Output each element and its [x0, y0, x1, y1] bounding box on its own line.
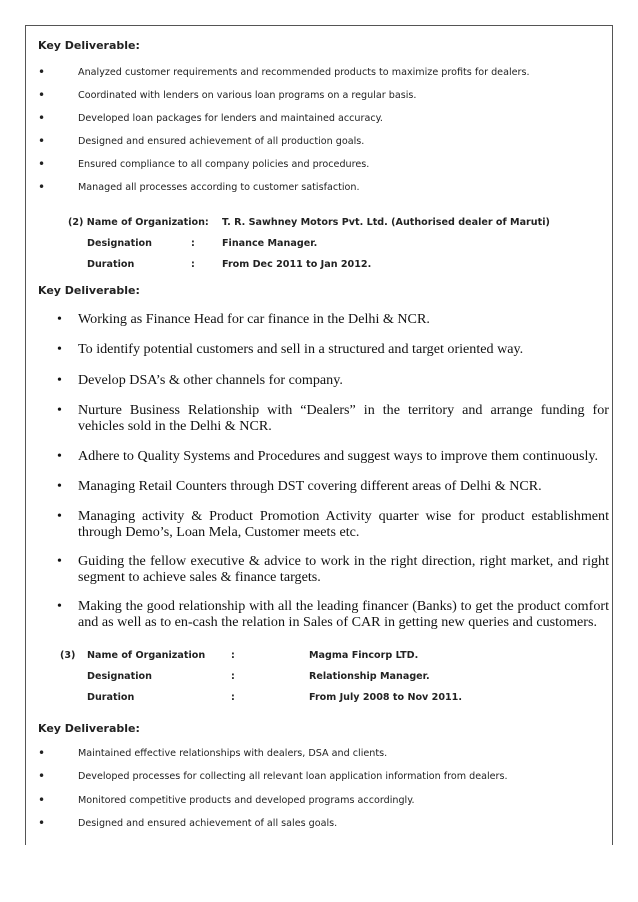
org-name-label: Name of Organization: [87, 650, 206, 661]
colon: :: [231, 671, 235, 682]
duration-label: Duration: [87, 692, 135, 703]
colon: :: [191, 259, 195, 270]
section-heading: Key Deliverable:: [38, 722, 140, 735]
colon: :: [231, 650, 235, 661]
duration-value: From Dec 2011 to Jan 2012.: [222, 259, 372, 270]
designation-label: Designation: [87, 671, 152, 682]
duration-value: From July 2008 to Nov 2011.: [309, 692, 462, 703]
colon: :: [191, 238, 195, 249]
org-number: (3): [60, 650, 76, 661]
section-heading: Key Deliverable:: [38, 284, 140, 297]
org-name-label: (2) Name of Organization:: [68, 217, 209, 228]
designation-value: Relationship Manager.: [309, 671, 430, 682]
duration-label: Duration: [87, 259, 135, 270]
section-heading: Key Deliverable:: [38, 39, 140, 52]
designation-value: Finance Manager.: [222, 238, 318, 249]
org-name-value: T. R. Sawhney Motors Pvt. Ltd. (Authorised dealer of Maruti): [222, 217, 550, 228]
org-name-value: Magma Fincorp LTD.: [309, 650, 419, 661]
designation-label: Designation: [87, 238, 152, 249]
colon: :: [231, 692, 235, 703]
